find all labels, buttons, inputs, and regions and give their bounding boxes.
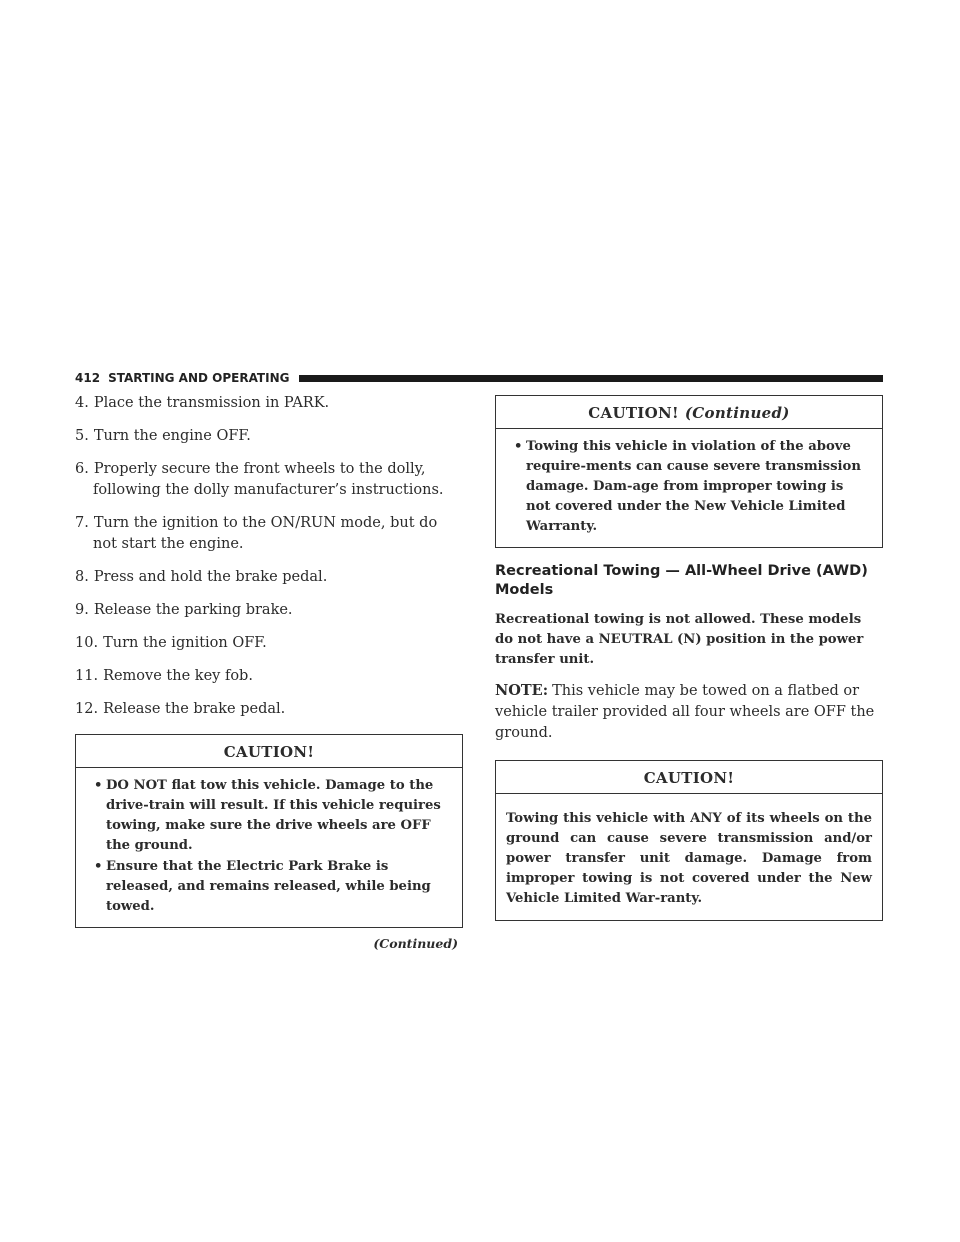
- bullet-icon: •: [94, 859, 103, 874]
- note-paragraph: NOTE: This vehicle may be towed on a flatbed or vehicle trailer provided all four wheels are OFF the ground.: [495, 682, 875, 741]
- step-item: 11. Remove the key fob.: [75, 668, 253, 684]
- bullet-icon: •: [94, 778, 103, 793]
- section-title: STARTING AND OPERATING: [108, 371, 290, 385]
- step-item: 4. Place the transmission in PARK.: [75, 395, 330, 411]
- step-item: 8. Press and hold the brake pedal.: [75, 569, 328, 585]
- caution-box-flat-tow: [75, 734, 463, 928]
- left-column: [75, 393, 463, 951]
- caution-title-continued: CAUTION! (Continued): [496, 396, 882, 429]
- bullet-icon: •: [514, 439, 523, 454]
- step-item: 7. Turn the ignition to the ON/RUN mode, but do not start the engine.: [75, 515, 438, 552]
- section-subheading: Recreational Towing — All-Wheel Drive (AWD) Models: [495, 563, 868, 598]
- towing-steps-list: [75, 393, 463, 720]
- step-item: 9. Release the parking brake.: [75, 602, 293, 618]
- caution-title: CAUTION!: [76, 735, 462, 768]
- caution-bullet-item: • Towing this vehicle in violation of the above require-ments can cause severe transmission damage. Dam-age from improper towing is not covered under the New Vehicle Limited Warranty.: [514, 439, 861, 534]
- page-header: [75, 368, 883, 388]
- step-item: 12. Release the brake pedal.: [75, 701, 286, 717]
- continued-label: (Continued): [373, 936, 458, 951]
- caution-title: CAUTION!: [496, 761, 882, 794]
- step-item: 10. Turn the ignition OFF.: [75, 635, 267, 651]
- page-number: 412: [75, 371, 101, 385]
- caution-bullet-item: • Ensure that the Electric Park Brake is released, and remains released, while being towed.: [94, 859, 431, 914]
- bold-paragraph: Recreational towing is not allowed. These models do not have a NEUTRAL (N) position in the power transfer unit.: [495, 612, 864, 667]
- step-item: 6. Properly secure the front wheels to the dolly, following the dolly manufacturer’s instructions.: [75, 461, 444, 498]
- caution-box-awd: [495, 760, 883, 921]
- step-item: 5. Turn the engine OFF.: [75, 428, 251, 444]
- caution-text: Towing this vehicle with ANY of its wheels on the ground can cause severe transmission and/or power transfer unit damage. Damage from improper towing is not covered under the New Vehicle Limited War-ranty.: [506, 811, 872, 906]
- header-rule: [299, 375, 883, 382]
- right-column: [495, 393, 883, 921]
- note-label: NOTE:: [495, 682, 549, 699]
- caution-bullet-item: • DO NOT flat tow this vehicle. Damage to the drive-train will result. If this vehicle requires towing, make sure the drive wheels are OFF the ground.: [94, 778, 441, 853]
- caution-box-continued: [495, 395, 883, 548]
